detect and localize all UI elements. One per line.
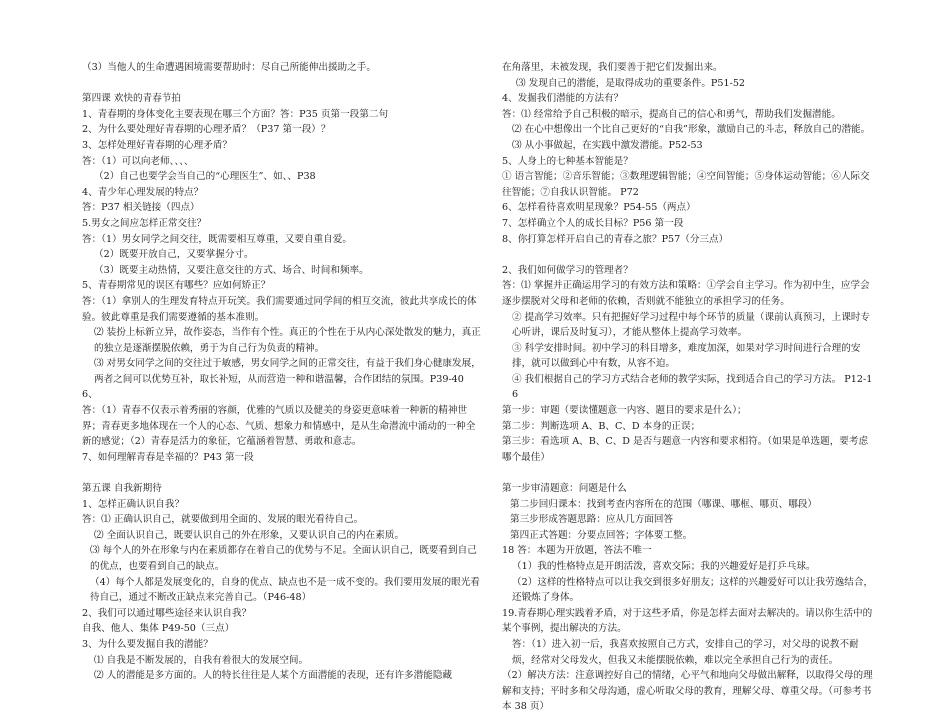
right-column-line: 第三步形成答题思路：应从几方面回答 — [510, 514, 674, 526]
right-column-line: 8、你打算怎样开启自己的青春之旅？P57（分三点） — [502, 233, 729, 245]
left-column-line: ⑵ 全面认识自己，既要认识自己的外在形象，又要认识自己的内在素质。 — [94, 529, 405, 541]
left-column-line: 答：（1）可以向老师、、、、 — [82, 155, 194, 167]
left-column-line: 答：（1）青春不仅表示着秀丽的容颜，优雅的气质以及健美的身姿更意味着一种新的精神世界；青春更多地体现在一个人的心态、气质、想象力和情感中，是从生命潜流中涌动的一种全新的感觉；（2）青春是活力的象征，它蕴涵着智慧、勇敢和意志。 — [82, 405, 476, 448]
right-column-line: 第四正式答题：分要点回答；字体要工整。 — [510, 529, 693, 541]
left-column-line — [82, 76, 482, 92]
right-column-line: 第一步：审题（要读懂题意一内容、题目的要求是什么）； — [502, 405, 747, 417]
right-column-line: （1）我的性格特点是开朗活泼，喜欢交际；我的兴趣爱好是打乒乓球。 — [512, 561, 816, 572]
left-column-line: 2、我们可以通过哪些途径来认识自我？ — [82, 607, 252, 619]
right-column-line: 第一步审清题意：问题是什么 — [502, 483, 627, 495]
left-column-line: 第四课 欢快的青春节拍 — [82, 93, 181, 105]
left-column-line: 5.男女之间应怎样正常交往？ — [82, 217, 207, 229]
left-column-line: ⑵ 人的潜能是多方面的。人的特长往往是人某个方面潜能的表现，还有许多潜能隐藏 — [94, 670, 453, 682]
right-column — [502, 60, 874, 715]
right-column-line: 5、人身上的七种基本智能是？ — [502, 155, 633, 167]
right-column-line: 第三步：看选项 A、B、C、D 是否与题意一内容和要求相符。（如果是单选题，要考虑哪个最佳） — [502, 436, 869, 463]
left-column-line: （3）当他人的生命遭遇困境需要帮助时：尽自己所能伸出援助之手。 — [82, 62, 376, 73]
left-column-line: 答：（1）男女同学之间交往，既需要相互尊重，又要自重自爱。 — [82, 233, 352, 245]
left-column-line: 3、怎样处理好青春期的心理矛盾？ — [82, 139, 233, 151]
right-column-line: 7、怎样确立个人的成长目标？P56 第一段 — [502, 217, 684, 229]
left-column-line: 1、青春期的身体变化主要表现在哪三个方面？答：P35 页第一段第二句 — [82, 108, 389, 120]
right-column-line: ② 提高学习效率。只有把握好学习过程中每个环节的质量（课前认真预习，上课时专心听讲，课后及时复习），才能从整体上提高学习效率。 — [512, 311, 871, 339]
right-column-line: 19.青春期心理实践着矛盾，对于这些矛盾，你是怎样去面对去解决的。请以你生活中的某个事例，提出解决的方法。 — [502, 607, 873, 635]
left-column-line: 答：P37 相关链接（四点） — [82, 202, 200, 214]
left-column-line: 5、青春期常见的误区有哪些？应如何矫正？ — [82, 280, 271, 292]
left-column-line: 2、为什么要处理好青春期的心理矛盾？（P37 第一段）？ — [82, 124, 331, 136]
right-column-line: ③ 科学安排时间。初中学习的科目增多，难度加深，如果对学习时间进行合理的安排，就可以做到心中有数，从容不迫。 — [512, 342, 861, 370]
right-column-line: 6、怎样看待喜欢明星现象？P54-55（两点） — [502, 202, 696, 214]
right-column-line: 答：（1）进入初一后，我喜欢按照自己方式，安排自己的学习，对父母的说教不耐烦，经常对父母发火，但我又未能摆脱依赖，难以完全承担自己行为的责任。 — [512, 638, 859, 666]
left-column-line: 3、为什么要发掘自我的潜能？ — [82, 638, 213, 650]
right-column-line: 在角落里，未被发现，我们要善于把它们发掘出来。 — [502, 62, 723, 73]
left-column-line: 7、如何理解青春是幸福的？P43 第一段 — [82, 451, 254, 463]
left-column-line: 第五课 自我新期待 — [82, 483, 162, 495]
right-column-line: 答：⑴ 经常给予自己积极的暗示，提高自己的信心和勇气，帮助我们发掘潜能。 — [502, 108, 841, 120]
right-column-line — [502, 465, 874, 481]
right-column-line: ① 语言智能；②音乐智能；③数理逻辑智能；④空间智能；⑤身体运动智能；⑥人际交往智能；⑦自我认识智能。 P72 — [502, 171, 870, 198]
left-column-line: ⑶ 对男女同学之间的交往过于敏感，男女同学之间的正常交往，有益于我们身心健康发展，两者之间可以优势互补，取长补短，从而营造一种和谐温馨，合作团结的氛围。P39-40 — [94, 358, 481, 385]
right-column-line: ⑵ 在心中想像出一个比自己更好的“自我”形象，激励自己的斗志，释放自己的潜能。 — [512, 124, 871, 136]
left-column-line: （3）既要主动热情，又要注意交往的方式、场合、时间和频率。 — [94, 264, 369, 276]
right-column-line — [502, 247, 874, 263]
right-column-line: 答：⑴ 掌握并正确运用学习的有效方法和策略：①学会自主学习。作为初中生，应学会逐步摆脱对父母和老师的依赖，否则就不能独立的承担学习的任务。 — [502, 280, 870, 307]
left-column-line: ⑵ 装扮上标新立异，故作姿态，当作有个性。真正的个性在于从内心深处散发的魅力，真正的独立是逐渐摆脱依赖，勇于为自己行为负责的精神。 — [94, 327, 481, 354]
right-column-line: （2）解决方法：注意调控好自己的情绪，心平气和地向父母做出解释，以取得父母的理解和支持；平时多和父母沟通，虚心听取父母的教育，理解父母、尊重父母。（可参考书本 38 页） — [502, 670, 873, 713]
right-column-line: 第二步回归课本：找到考查内容所在的范围（哪课、哪框、哪页、哪段） — [510, 498, 817, 510]
left-column-line: （4）每个人都是发展变化的，自身的优点、缺点也不是一成不变的。我们要用发展的眼光看待自己，通过不断改正缺点来完善自己。（P46-48） — [90, 576, 480, 604]
right-column-line: ④ 我们根据自己的学习方式结合老师的教学实际，找到适合自己的学习方法。 P12-16 — [512, 373, 873, 401]
left-column-line: （2）自己也要学会当自己的“心理医生”、如、、P38 — [94, 171, 316, 183]
left-column-line: ⑶ 每个人的外在形象与内在素质都存在着自己的优势与不足。全面认识自己，既要看到自己的优点，也要看到自己的缺点。 — [90, 545, 477, 572]
left-column-line: 自我、他人、集体 P49-50（三点） — [82, 623, 235, 635]
right-column-line: 第二步：判断选项 A、B、C、D 本身的正误； — [502, 420, 701, 432]
left-column-line: 答：⑴ 正确认识自己，就要做到用全面的、发展的眼光看待自己。 — [82, 514, 364, 526]
left-column-line: ⑴ 自我是不断发展的，自我有着很大的发展空间。 — [94, 654, 309, 666]
right-column-line: （2）这样的性格特点可以让我交到很多好朋友；这样的兴趣爱好可以让我劳逸结合，还锻炼了身体。 — [512, 576, 874, 604]
left-column — [82, 60, 482, 684]
right-column-line: ⑶ 从小事做起，在实践中激发潜能。P52-53 — [512, 139, 703, 151]
left-column-line: 答：（1）拿别人的生理发育特点开玩笑。我们需要通过同学间的相互交流，彼此共享成长的体验。彼此尊重是我们需要遵循的基本准则。 — [82, 295, 477, 323]
right-column-line: 18 答：本题为开放题，答法不唯一 — [502, 545, 652, 557]
right-column-line: ⑶ 发现自己的潜能，是取得成功的重要条件。P51-52 — [516, 77, 746, 89]
right-column-line: 2、我们如何做学习的管理者？ — [502, 264, 633, 276]
left-column-line: 1、怎样正确认识自我？ — [82, 498, 185, 510]
left-column-line: （2）既要开放自己，又要掌握分寸。 — [94, 249, 254, 261]
left-column-line: 4、青少年心理发展的特点？ — [82, 186, 204, 198]
left-column-line: 6、 — [82, 389, 98, 401]
right-column-line: 4、发掘我们潜能的方法有？ — [502, 93, 624, 105]
left-column-line — [82, 465, 482, 481]
